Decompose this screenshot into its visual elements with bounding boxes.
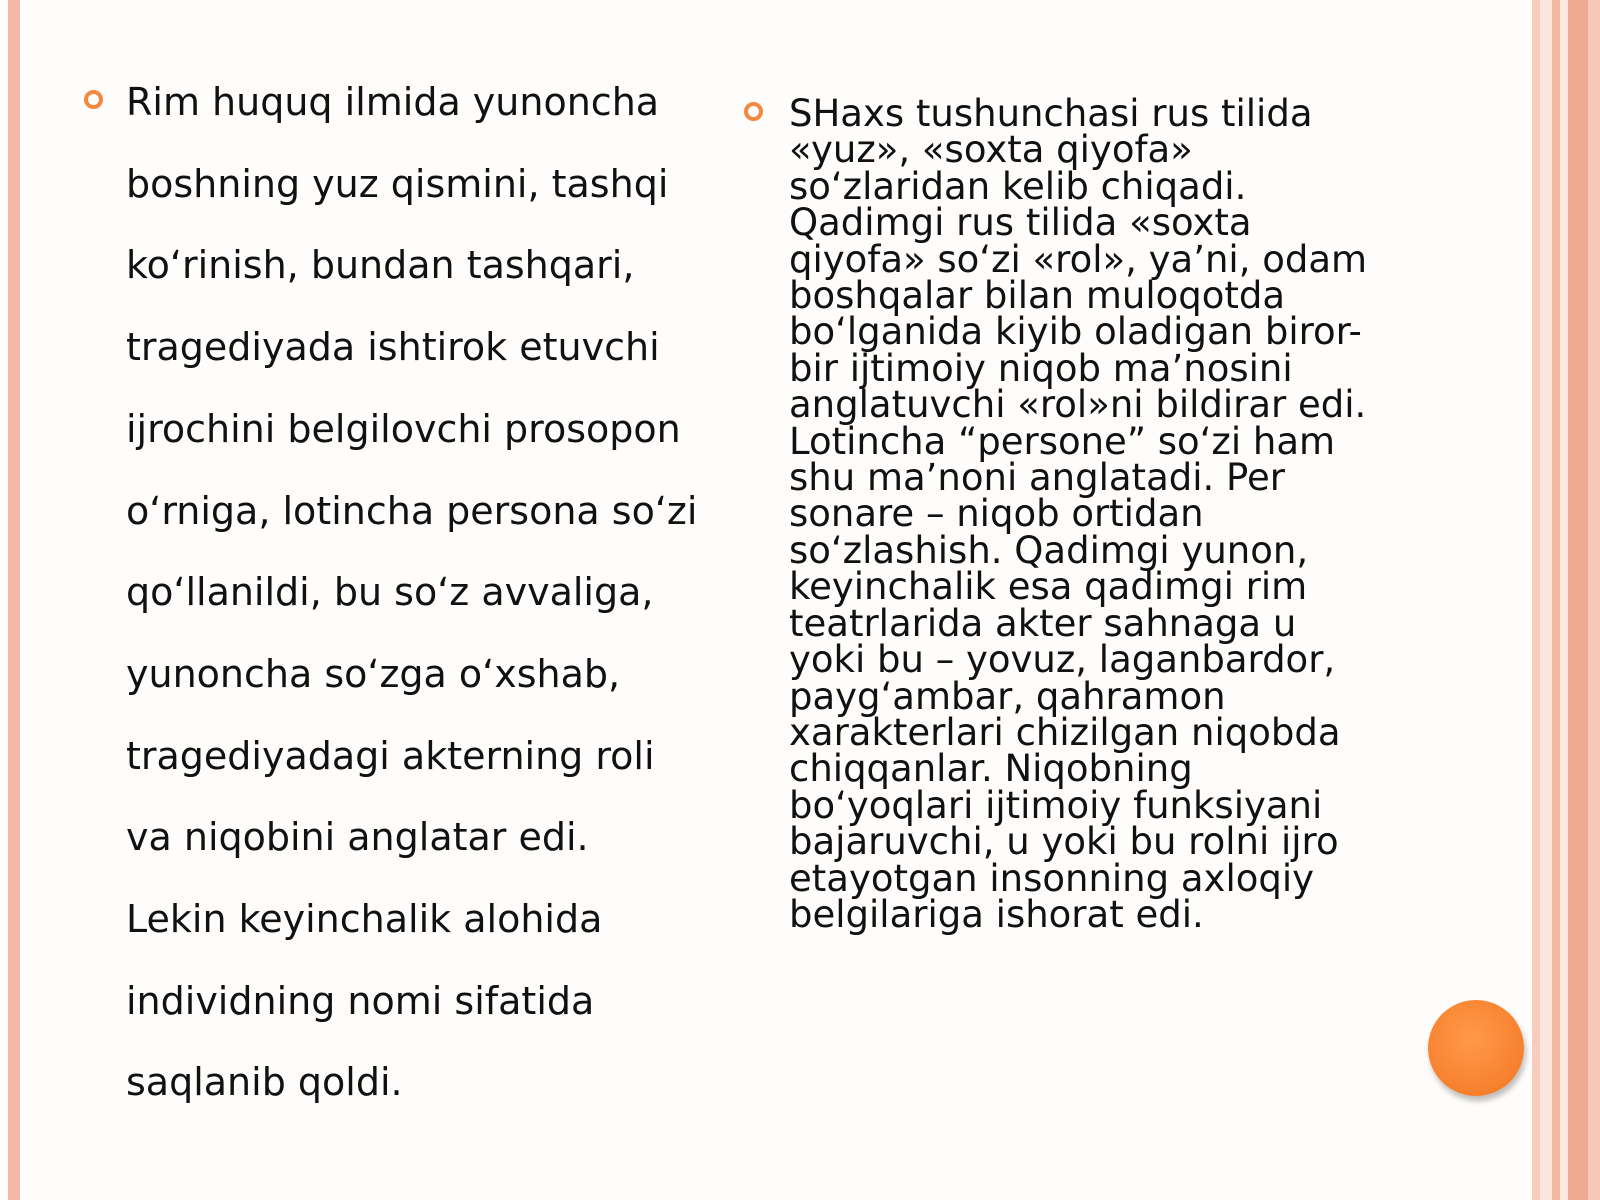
left-decorative-stripe [8, 0, 20, 1200]
text-line: etayotgan insonning axloqiy [789, 856, 1315, 900]
text-line: tragediyadagi akterning roli [126, 733, 655, 778]
text-line: ko‘rinish, bundan tashqari, [126, 243, 635, 288]
text-line: va niqobini anglatar edi. [126, 815, 589, 860]
text-line: payg‘ambar, qahramon [789, 674, 1226, 718]
text-line: keyinchalik esa qadimgi rim [789, 565, 1308, 609]
text-line: so‘zlashish. Qadimgi yunon, [789, 528, 1309, 572]
text-line: saqlanib qoldi. [126, 1060, 403, 1105]
text-line: sonare – niqob ortidan [789, 492, 1204, 536]
text-line: shu ma’noni anglatadi. Per [789, 456, 1285, 500]
text-line: bo‘lganida kiyib oladigan biror- [789, 310, 1362, 354]
text-line: qiyofa» so‘zi «rol», ya’ni, odam [789, 237, 1368, 281]
bullet-ring-icon [84, 90, 103, 109]
text-line: yunoncha so‘zga o‘xshab, [126, 651, 621, 696]
text-line: qo‘llanildi, bu so‘z avvaliga, [126, 570, 654, 615]
text-line: Lotincha “persone” so‘zi ham [789, 419, 1336, 463]
text-line: ijrochini belgilovchi prosopon [126, 406, 681, 451]
text-line: bir ijtimoiy niqob ma’nosini [789, 346, 1293, 390]
text-line: yoki bu – yovuz, laganbardor, [789, 638, 1336, 682]
text-line: boshqalar bilan muloqotda [789, 274, 1286, 318]
text-line: Qadimgi rus tilida «soxta [789, 201, 1252, 245]
text-line: boshning yuz qismini, tashqi [126, 161, 669, 206]
text-line: Rim huquq ilmida yunoncha [126, 80, 660, 124]
text-line: xarakterlari chizilgan niqobda [789, 710, 1341, 754]
text-line: belgilariga ishorat edi. [789, 892, 1204, 936]
text-line: individning nomi sifatida [126, 978, 595, 1023]
orange-circle-decoration [1428, 1000, 1524, 1096]
text-line: so‘zlaridan kelib chiqadi. [789, 164, 1247, 208]
text-line: chiqqanlar. Niqobning [789, 747, 1193, 791]
text-line: bo‘yoqlari ijtimoiy funksiyani [789, 783, 1323, 827]
text-line: teatrlarida akter sahnaga u [789, 601, 1297, 645]
text-line: «yuz», «soxta qiyofa» [789, 128, 1193, 172]
text-line: Lekin keyinchalik alohida [126, 897, 603, 942]
text-line: anglatuvchi «rol»ni bildirar edi. [789, 383, 1367, 427]
text-line: bajaruvchi, u yoki bu rolni ijro [789, 820, 1339, 864]
left-paragraph [126, 62, 726, 1124]
text-line: tragediyada ishtirok etuvchi [126, 325, 660, 370]
right-decorative-band [1530, 0, 1600, 1200]
bullet-ring-icon [744, 102, 763, 121]
text-line: o‘rniga, lotincha persona so‘zi [126, 488, 698, 533]
text-line: SHaxs tushunchasi rus tilida [789, 92, 1313, 135]
right-paragraph [789, 92, 1389, 936]
